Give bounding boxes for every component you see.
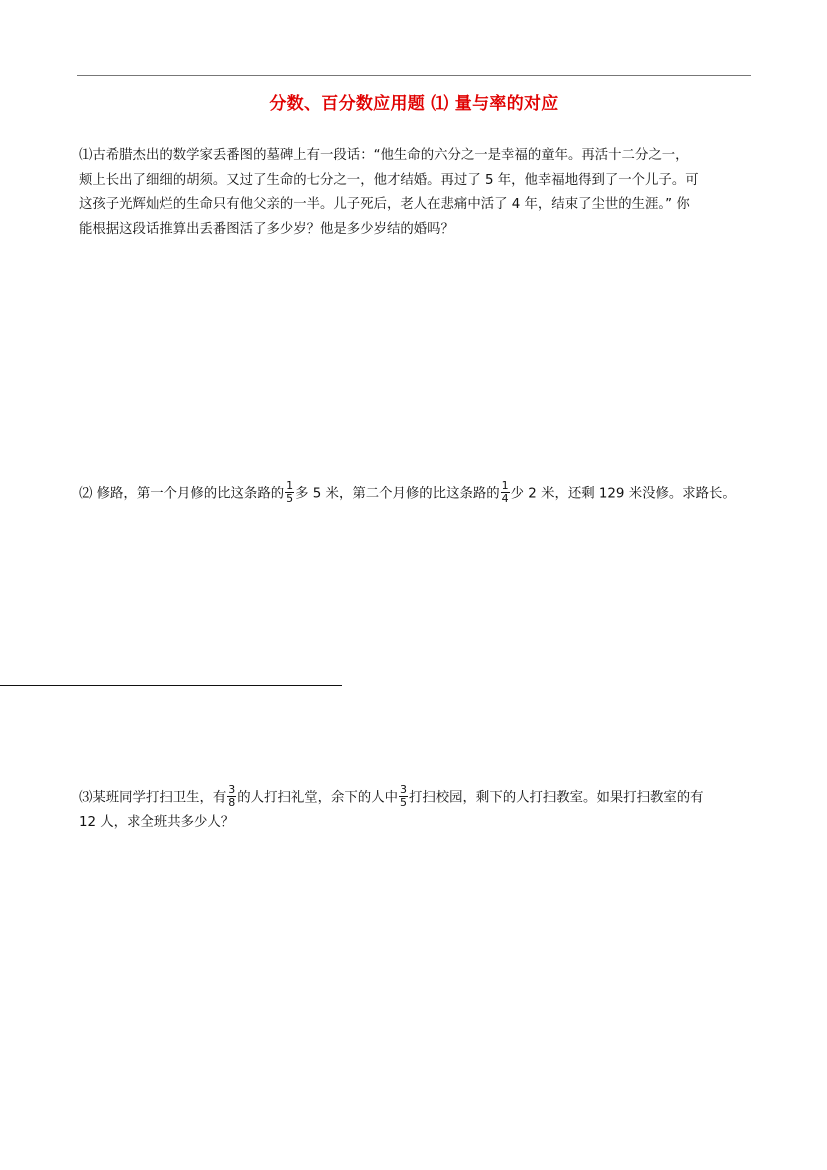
question-2-text: 少 2 米，还剩 129 米没修。求路长。 (510, 486, 736, 502)
fraction-numerator: 3 (228, 783, 236, 796)
fraction (399, 784, 408, 809)
question-3-text: 打扫校园，剩下的人打扫教室。如果打扫教室的有 (408, 790, 704, 806)
question-2 (79, 481, 757, 507)
question-1-line: ⑴古希腊杰出的数学家丢番图的墓碑上有一段话：“他生命的六分之一是幸福的童年。再活十二分之一， (79, 148, 689, 163)
question-2-text: ⑵ 修路，第一个月修的比这条路的 (79, 486, 285, 502)
fraction-denominator: 4 (501, 492, 509, 505)
fraction (227, 784, 236, 809)
question-2-text: 多 5 米，第二个月修的比这条路的 (295, 486, 500, 502)
question-3-line (79, 785, 757, 811)
question-3-text: ⑶某班同学打扫卫生，有 (79, 790, 227, 806)
fraction-denominator: 8 (228, 796, 236, 809)
fraction-denominator: 5 (399, 796, 407, 809)
question-1-line: 能根据这段话推算出丢番图活了多少岁？他是多少岁结的婚吗？ (79, 221, 454, 237)
question-1-line: 这孩子光辉灿烂的生命只有他父亲的一半。儿子死后，老人在悲痛中活了 4 年，结束了尘世的生涯。” 你 (79, 197, 690, 212)
page-title: 分数、百分数应用题 ⑴ 量与率的对应 (269, 94, 559, 114)
fraction (285, 480, 294, 505)
divider-rule (0, 685, 342, 686)
fraction-numerator: 1 (501, 479, 509, 492)
question-1-line: 颊上长出了细细的胡须。又过了生命的七分之一，他才结婚。再过了 5 年，他幸福地得到了一个儿子。可 (79, 172, 699, 188)
question-1 (79, 144, 757, 242)
fraction-denominator: 5 (286, 492, 294, 505)
question-3-line: 12 人，求全班共多少人？ (79, 815, 235, 830)
fraction (501, 480, 510, 505)
question-3-text: 的人打扫礼堂，余下的人中 (237, 790, 398, 806)
header-rule (77, 75, 751, 76)
fraction-numerator: 1 (286, 479, 294, 492)
question-3 (79, 785, 757, 836)
fraction-numerator: 3 (399, 783, 407, 796)
